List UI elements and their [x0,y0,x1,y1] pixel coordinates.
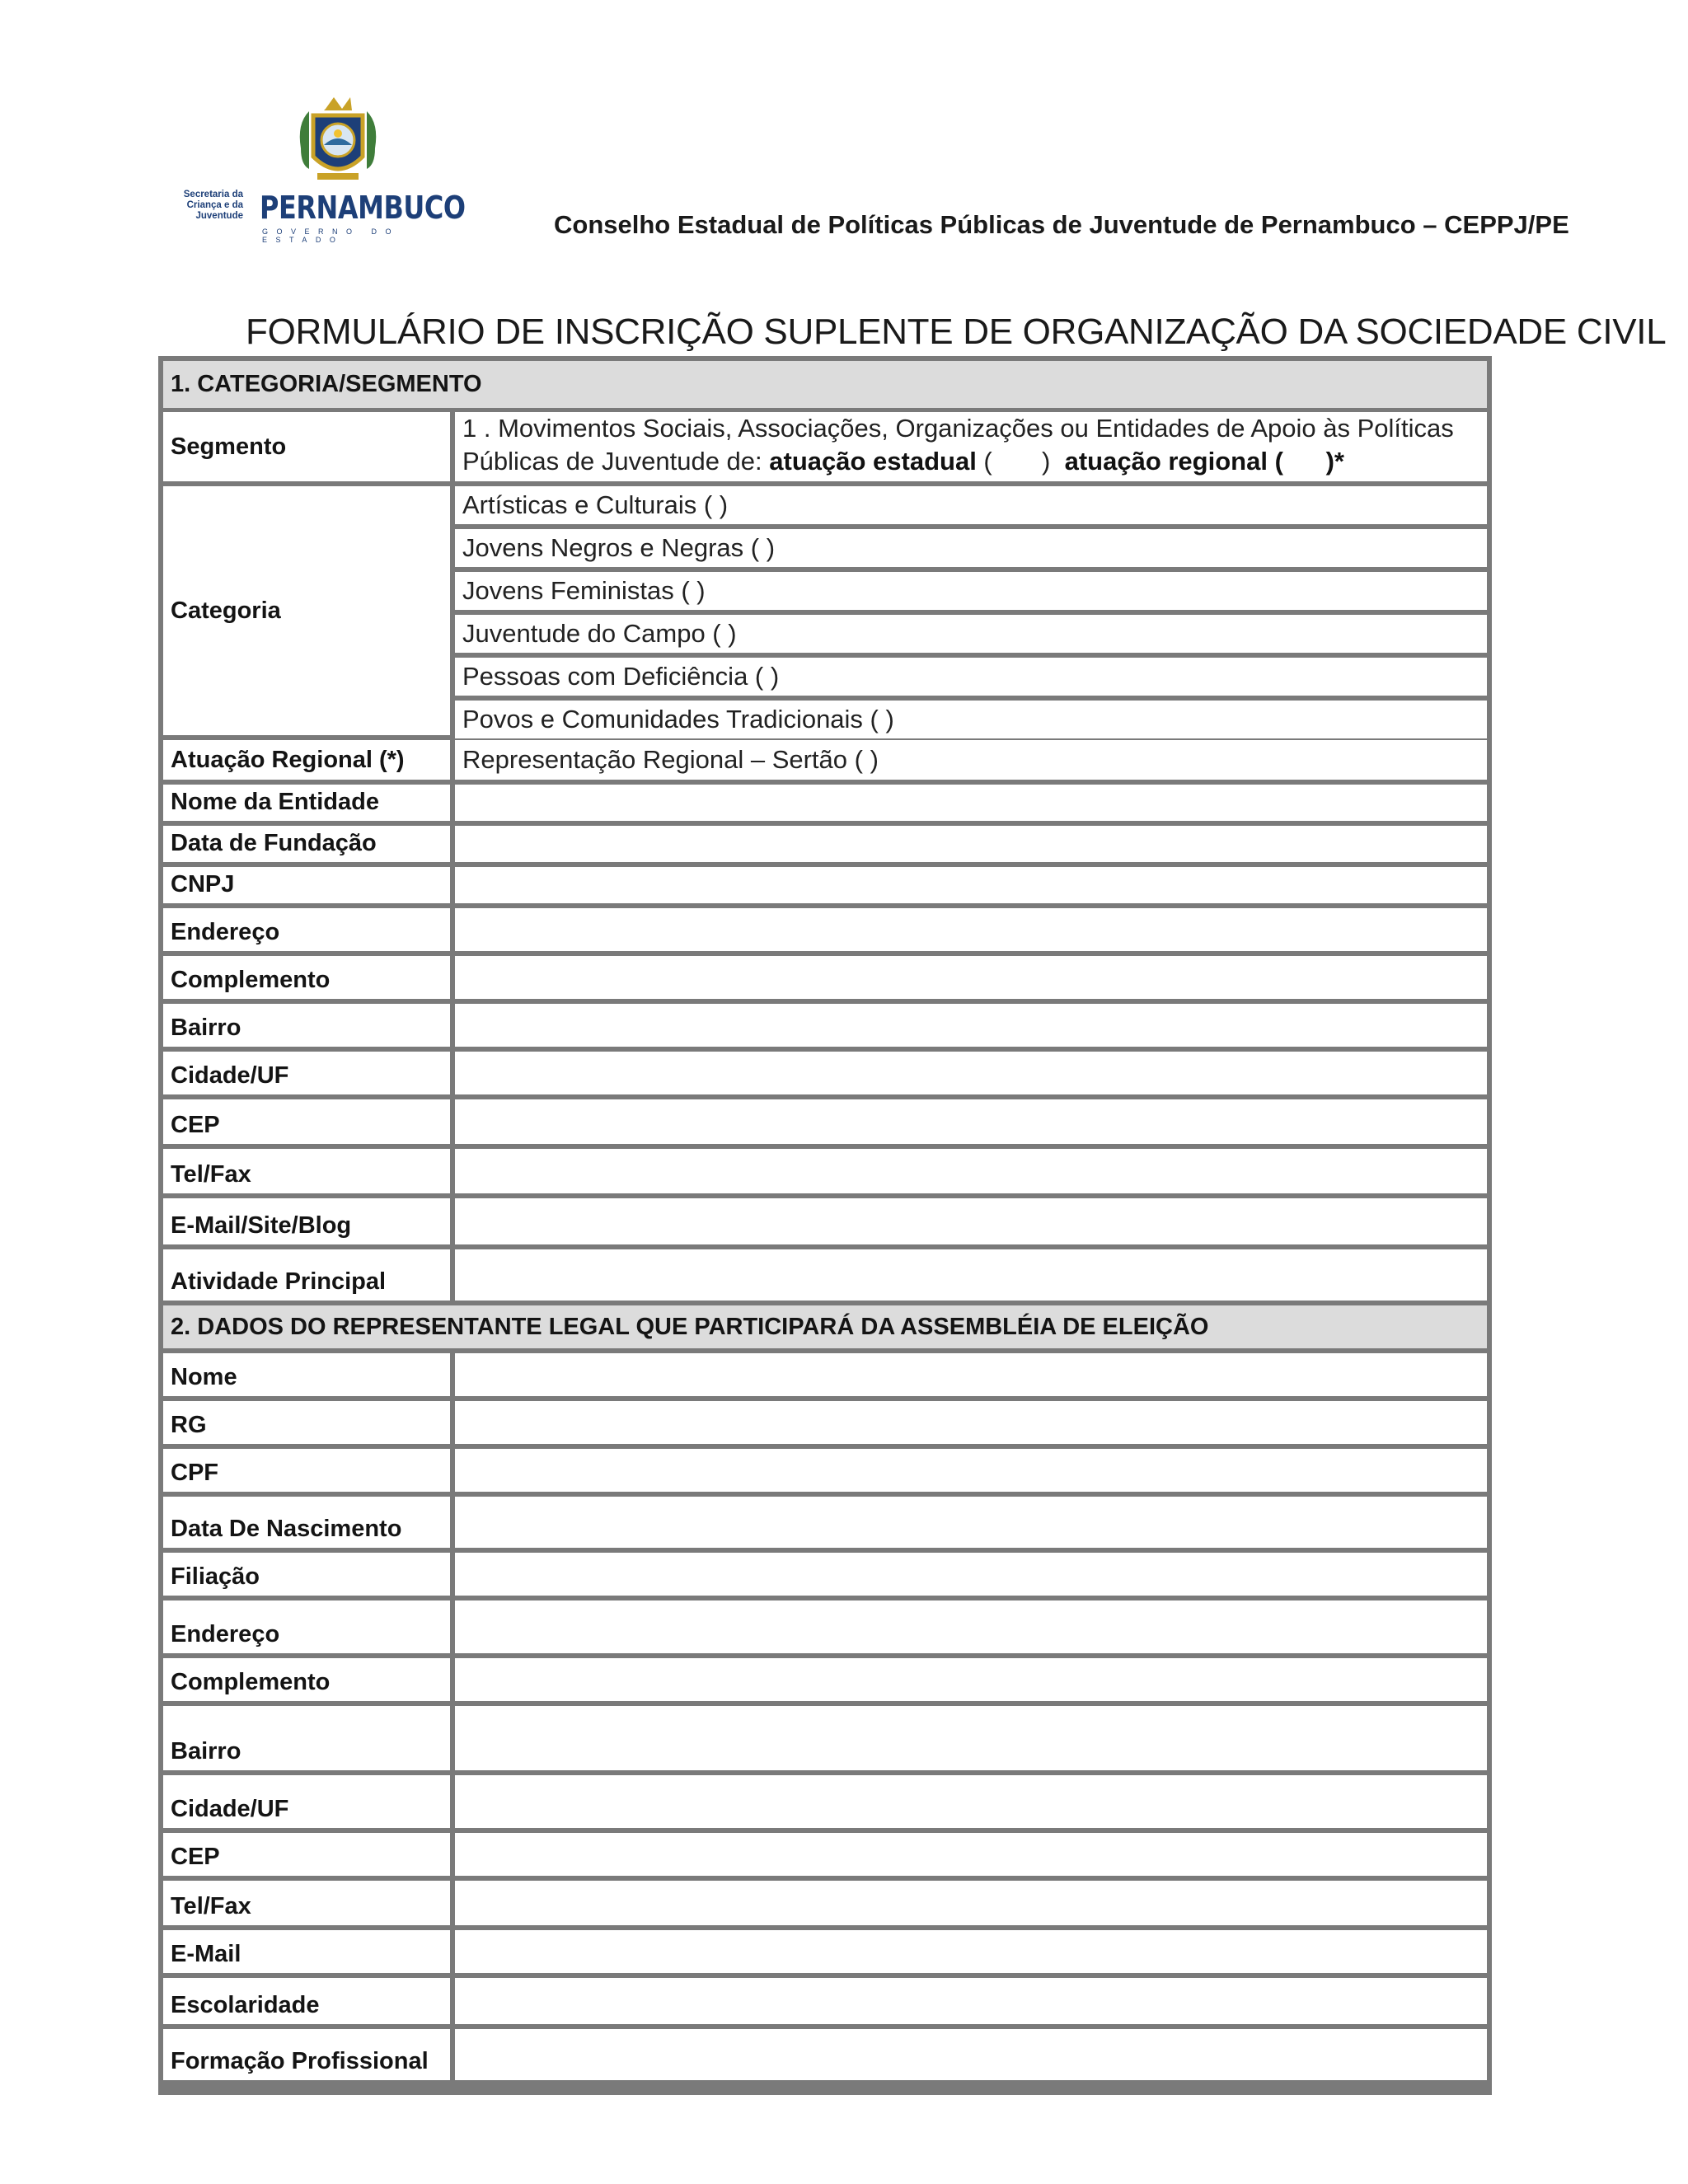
categoria-option[interactable] [455,529,1487,567]
entidade-e-mail-site-blog-field[interactable] [455,1198,1487,1244]
segmento-line-2 [462,445,1479,478]
representante-bairro-label-cell [163,1706,450,1770]
representante-complemento-label: Complemento [171,1669,331,1695]
representante-filiacao-label: Filiação [171,1563,260,1590]
representante-rg-label: RG [171,1412,207,1438]
categoria-option-label: Artísticas e Culturais ( ) [462,490,729,519]
atuacao-regional-checkbox[interactable]: ( )* [1267,447,1344,476]
segmento-line-1: 1 . Movimentos Sociais, Associações, Organizações ou Entidades de Apoio às Políticas [462,414,1454,443]
entidade-cep-label: CEP [171,1112,220,1138]
atuacao-estadual-option[interactable]: atuação estadual [769,447,977,476]
representante-tel-fax-field[interactable] [455,1881,1487,1925]
categoria-option-label: Juventude do Campo ( ) [462,619,737,648]
section-2-header [163,1305,1487,1348]
representante-bairro-label: Bairro [171,1738,241,1765]
representante-e-mail-label-cell [163,1930,450,1973]
entidade-cnpj-label: CNPJ [171,871,235,898]
categoria-option[interactable] [455,572,1487,610]
categoria-option-label: Povos e Comunidades Tradicionais ( ) [462,705,894,733]
entidade-cep-label-cell [163,1099,450,1144]
council-name: Conselho Estadual de Políticas Públicas de Juventude de Pernambuco – CEPPJ/PE [554,210,1569,239]
form-title: FORMULÁRIO DE INSCRIÇÃO SUPLENTE DE ORGANIZAÇÃO DA SOCIEDADE CIVIL [246,312,1667,352]
categoria-option[interactable] [455,658,1487,696]
representante-cep-label-cell [163,1833,450,1876]
categoria-option[interactable] [455,701,1487,738]
categoria-option-label: Pessoas com Deficiência ( ) [462,662,780,691]
secretaria-text: Secretaria da Criança e da Juventude [183,190,243,221]
entidade-cep-field[interactable] [455,1099,1487,1144]
entidade-cidade-uf-label-cell [163,1052,450,1094]
entidade-nome-da-entidade-label-cell [163,785,450,821]
representante-escolaridade-field[interactable] [455,1978,1487,2024]
categoria-label: Categoria [171,597,281,624]
entidade-endereco-label-cell [163,908,450,951]
government-label: GOVERNO DO ESTADO [262,227,401,244]
representante-bairro-field[interactable] [455,1706,1487,1770]
representante-nome-label: Nome [171,1364,237,1390]
categoria-label-cell [163,486,450,735]
entidade-tel-fax-field[interactable] [455,1149,1487,1193]
entidade-nome-da-entidade-field[interactable] [455,785,1487,821]
representante-cidade-uf-label-cell [163,1775,450,1828]
entidade-tel-fax-label-cell [163,1149,450,1193]
representante-data-de-nascimento-label-cell [163,1497,450,1548]
atuacao-regional-label: Atuação Regional (*) [171,746,405,773]
government-logo [165,91,466,247]
categoria-option-label: Jovens Negros e Negras ( ) [462,533,776,562]
representante-filiacao-field[interactable] [455,1553,1487,1596]
representante-endereco-label-cell [163,1601,450,1653]
entidade-cnpj-field[interactable] [455,867,1487,903]
representante-e-mail-field[interactable] [455,1930,1487,1973]
entidade-e-mail-site-blog-label: E-Mail/Site/Blog [171,1212,352,1239]
representante-cpf-label-cell [163,1449,450,1492]
categoria-option[interactable] [455,486,1487,524]
state-name: PERNAMBUCO [260,190,466,226]
representante-cidade-uf-label: Cidade/UF [171,1796,289,1822]
representante-formacao-profissional-label-cell [163,2029,450,2080]
representante-nome-label-cell [163,1353,450,1396]
representante-rg-label-cell [163,1401,450,1444]
segmento-label: Segmento [171,433,287,460]
entidade-atividade-principal-label-cell [163,1249,450,1301]
section-1-title: 1. CATEGORIA/SEGMENTO [171,371,482,397]
representante-data-de-nascimento-label: Data De Nascimento [171,1516,402,1542]
atuacao-regional-value: Representação Regional – Sertão ( ) [462,745,879,774]
atuacao-regional-option[interactable] [455,740,1487,780]
entidade-atividade-principal-label: Atividade Principal [171,1268,387,1295]
segmento-text [455,412,1487,478]
entidade-data-de-fundacao-label-cell [163,826,450,862]
representante-endereco-label: Endereço [171,1621,280,1647]
representante-cidade-uf-field[interactable] [455,1775,1487,1828]
entidade-cidade-uf-field[interactable] [455,1052,1487,1094]
representante-escolaridade-label-cell [163,1978,450,2024]
entidade-data-de-fundacao-label: Data de Fundação [171,830,377,856]
representante-escolaridade-label: Escolaridade [171,1992,320,2018]
representante-formacao-profissional-label: Formação Profissional [171,2048,429,2074]
atuacao-regional-option[interactable]: atuação regional [1064,447,1268,476]
representante-endereco-field[interactable] [455,1601,1487,1653]
entidade-cidade-uf-label: Cidade/UF [171,1062,289,1089]
representante-cep-field[interactable] [455,1833,1487,1876]
entidade-bairro-field[interactable] [455,1004,1487,1047]
representante-complemento-label-cell [163,1658,450,1701]
representante-tel-fax-label-cell [163,1881,450,1925]
entidade-tel-fax-label: Tel/Fax [171,1161,251,1188]
registration-form [158,356,1492,2095]
entidade-complemento-label-cell [163,956,450,999]
segmento-prefix: Públicas de Juventude de: [462,447,770,476]
coat-of-arms-icon [293,91,383,190]
atuacao-regional-label-cell [163,740,450,780]
entidade-e-mail-site-blog-label-cell [163,1198,450,1244]
representante-nome-field[interactable] [455,1353,1487,1396]
segmento-value-cell [455,412,1487,481]
entidade-nome-da-entidade-label: Nome da Entidade [171,789,379,815]
representante-complemento-field[interactable] [455,1658,1487,1701]
entidade-data-de-fundacao-field[interactable] [455,826,1487,862]
section-2-title: 2. DADOS DO REPRESENTANTE LEGAL QUE PARTICIPARÁ DA ASSEMBLÉIA DE ELEIÇÃO [171,1313,1209,1340]
representante-cpf-label: CPF [171,1460,218,1486]
entidade-endereco-label: Endereço [171,919,280,945]
entidade-cnpj-label-cell [163,867,450,903]
categoria-option[interactable] [455,615,1487,653]
representante-formacao-profissional-field[interactable] [455,2029,1487,2080]
entidade-complemento-field[interactable] [455,956,1487,999]
representante-cep-label: CEP [171,1844,220,1870]
segmento-label-cell [163,412,450,481]
atuacao-estadual-checkbox[interactable]: ( ) [976,447,1065,476]
representante-cpf-field[interactable] [455,1449,1487,1492]
entidade-bairro-label-cell [163,1004,450,1047]
entidade-endereco-field[interactable] [455,908,1487,951]
representante-filiacao-label-cell [163,1553,450,1596]
categoria-option-label: Jovens Feministas ( ) [462,576,706,605]
representante-rg-field[interactable] [455,1401,1487,1444]
representante-tel-fax-label: Tel/Fax [171,1893,251,1919]
representante-e-mail-label: E-Mail [171,1941,241,1967]
entidade-complemento-label: Complemento [171,967,331,993]
entidade-atividade-principal-field[interactable] [455,1249,1487,1301]
representante-data-de-nascimento-field[interactable] [455,1497,1487,1548]
entidade-bairro-label: Bairro [171,1015,241,1041]
section-1-header [163,361,1487,408]
